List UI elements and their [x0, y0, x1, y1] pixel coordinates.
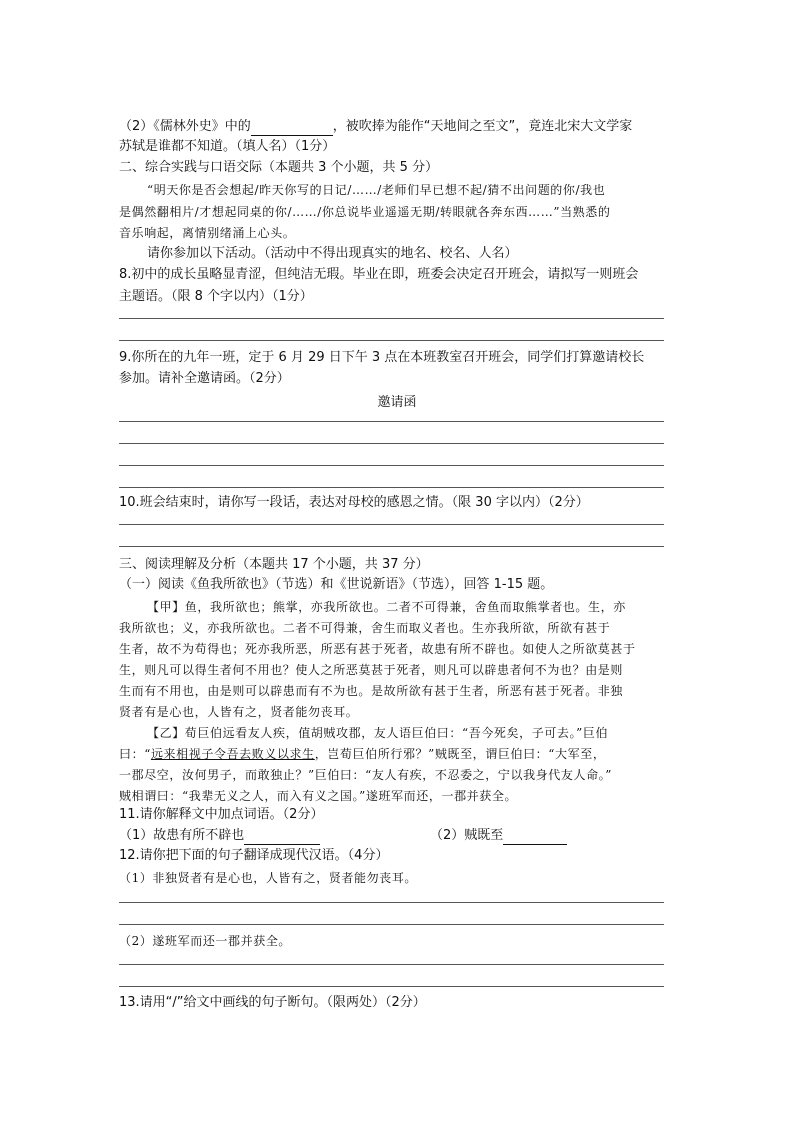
answer-line[interactable]	[119, 902, 664, 903]
invitation-title: 邀请函	[377, 395, 417, 410]
answer-line[interactable]	[119, 487, 664, 488]
passage-yi-line-2	[119, 745, 605, 763]
question-11-item-1-text: （1）故患有所不辟也	[119, 828, 245, 843]
question-12: 12.请你把下面的句子翻译成现代汉语。（4分）	[119, 848, 389, 863]
answer-line[interactable]	[119, 524, 664, 525]
activity-instruction: 请你参加以下活动。（活动中不得出现真实的地名、校名、人名）	[147, 246, 518, 261]
passage-jia-line-5: 生而有不用也，由是则可以辟患而有不为也。是故所欲有甚于生者，所恶有甚于死者。非独	[119, 684, 624, 698]
passage-jia-line-6: 贤者有是心也，人皆有之，贤者能勿丧耳。	[119, 705, 359, 719]
passage-jia-line-4: 生，则凡可以得生者何不用也？使人之所恶莫甚于死者，则凡可以辟患者何不为也？由是则	[119, 663, 624, 677]
question-2-line-2: 苏轼是谁都不知道。（填人名）（1分）	[119, 139, 336, 154]
passage-jia-line-1: 【甲】鱼，我所欲也；熊掌，亦我所欲也。二者不可得兼，舍鱼而取熊掌者也。生，亦	[147, 600, 626, 614]
reading-part-1-intro: （一）阅读《鱼我所欲也》（节选）和《世说新语》（节选），回答 1-15 题。	[119, 577, 554, 592]
question-9-line-2: 参加。请补全邀请函。（2分）	[119, 371, 290, 386]
answer-blank[interactable]	[251, 121, 333, 136]
answer-line[interactable]	[119, 924, 664, 925]
section-3-title: 三、阅读理解及分析（本题共 17 个小题，共 37 分）	[119, 557, 429, 572]
question-12-item-1: （1）非独贤者有是心也，人皆有之，贤者能勿丧耳。	[119, 871, 418, 885]
passage-yi-line-3: 一郡尽空，汝何男子，而敢独止？”巨伯曰：“友人有疾，不忍委之，宁以我身代友人命。”	[119, 768, 613, 782]
passage-yi-line-1: 【乙】荀巨伯远看友人疾，值胡贼攻郡，友人语巨伯曰：“吾今死矣，子可去。”巨伯	[147, 726, 609, 740]
question-12-item-2: （2）遂班军而还一郡并获全。	[119, 934, 292, 948]
answer-line[interactable]	[119, 318, 664, 319]
question-8-line-1: 8.初中的成长虽略显青涩，但纯洁无瑕。毕业在即，班委会决定召开班会，请拟写一则班会	[119, 267, 639, 282]
question-13: 13.请用“/”给文中画线的句子断句。（限两处）（2分）	[119, 995, 426, 1010]
answer-line[interactable]	[119, 986, 664, 987]
question-2-text-b: ，被吹捧为能作“天地间之至文”，竟连北宋大文学家	[332, 119, 633, 134]
answer-line[interactable]	[119, 546, 664, 547]
question-8-line-2: 主题语。（限 8 个字以内）（1分）	[119, 289, 313, 304]
question-2-line-1	[119, 118, 632, 136]
song-lyrics-line-3: 音乐响起，离情别绪涌上心头。	[119, 226, 296, 240]
passage-yi-line-4: 贼相谓曰：“我辈无义之人，而入有义之国。”遂班军而还，一郡并获全。	[119, 789, 518, 803]
answer-blank[interactable]	[244, 830, 320, 845]
answer-line[interactable]	[119, 340, 664, 341]
answer-line[interactable]	[119, 421, 664, 422]
question-2-text-a: （2）《儒林外史》中的	[119, 119, 251, 134]
question-11-item-2-text: （2）贼既至	[430, 828, 504, 843]
answer-blank[interactable]	[503, 830, 567, 845]
passage-yi-text: 曰：“	[119, 747, 151, 761]
question-9-line-1: 9.你所在的九年一班，定于 6 月 29 日下午 3 点在本班教室召开班会，同学们打算邀请校长	[119, 350, 645, 365]
song-lyrics-line-1: “明天你是否会想起/昨天你写的日记/……/老师们早已想不起/猜不出问题的你/我也	[147, 183, 606, 197]
answer-line[interactable]	[119, 964, 664, 965]
passage-yi-text: ，岂荀巨伯所行邪？”贼既至，谓巨伯曰：“大军至，	[314, 747, 606, 761]
section-2-title: 二、综合实践与口语交际（本题共 3 个小题，共 5 分）	[119, 160, 439, 175]
question-11: 11.请你解释文中加点词语。（2分）	[119, 807, 324, 822]
song-lyrics-line-2: 是偶然翻相片/才想起同桌的你/……/你总说毕业遥遥无期/转眼就各奔东西……”当熟悉的	[119, 205, 611, 219]
question-11-item-1	[119, 827, 320, 845]
question-10: 10.班会结束时，请你写一段话，表达对母校的感恩之情。（限 30 字以内）（2分）	[119, 495, 589, 510]
answer-line[interactable]	[119, 465, 664, 466]
question-11-item-2	[430, 827, 567, 845]
passage-jia-line-3: 生者，故不为苟得也；死亦我所恶，所恶有甚于死者，故患有所不辟也。如使人之所欲莫甚于	[119, 642, 636, 656]
answer-line[interactable]	[119, 443, 664, 444]
passage-jia-line-2: 我所欲也；义，亦我所欲也。二者不可得兼，舍生而取义者也。生亦我所欲，所欲有甚于	[119, 621, 611, 635]
underlined-sentence: 远来相视子令吾去败义以求生	[150, 747, 315, 761]
